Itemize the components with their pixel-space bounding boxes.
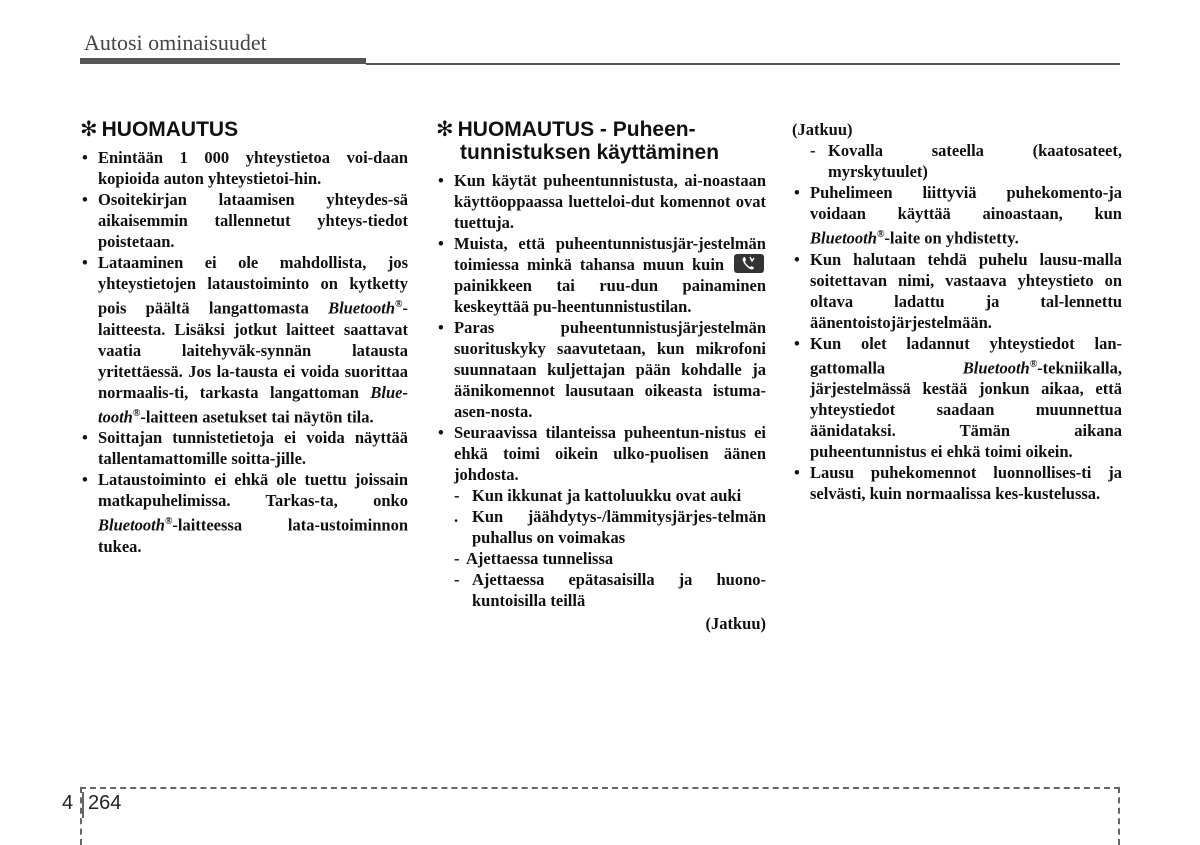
continued-label: (Jatkuu) [792, 120, 853, 139]
list-item: • Enintään 1 000 yhteystietoa voi-daan kopioida auton yhteystietoi-hin. [80, 147, 408, 189]
continued-label: (Jatkuu) [705, 614, 766, 633]
voice-button-icon [734, 254, 764, 273]
list-item: • Paras puheentunnistusjärjestelmän suorituskyky saavutetaan, kun mikrofoni suunnataan kuljettajan pään kohdalle ja äänikomennot lausutaan oikeasta istuma-asen-nosta. [436, 317, 766, 422]
column-notes [80, 118, 408, 557]
list-item: • Lausu puhekomennot luonnollises-ti ja selvästi, kuin normaalissa kes-kustelussa. [792, 462, 1122, 504]
bluetooth-brand: Bluetooth [328, 298, 396, 318]
header-rule [366, 63, 1120, 65]
heading-huomautus: ✻ HUOMAUTUS [80, 118, 239, 141]
footer-right-edge [1118, 787, 1120, 845]
sub-item: - Ajettaessa epätasaisilla ja huono-kuntoisilla teillä [454, 570, 766, 610]
list-item: • Kun olet ladannut yhteystiedot lan-gattomalla Bluetooth®-tekniikalla, järjestelmässä kestää jonkun aikaa, että yhteystiedot saadaan muunnettua äänidataksi. Tämän aikana puheentunnistus ei ehkä toimi oikein. [792, 333, 1122, 463]
bluetooth-brand: Blue-tooth [98, 382, 408, 426]
sub-item: - Ajettaessa tunnelissa [454, 549, 614, 568]
list-item: • Lataustoiminto ei ehkä ole tuettu joissain matkapuhelimissa. Tarkas-ta, onko Bluetooth®-laitteessa lata-ustoiminnon tukea. [80, 469, 408, 557]
sub-item: - Kun ikkunat ja kattoluukku ovat auki [454, 486, 742, 505]
list-item: • Muista, että puheentunnistusjär-jestelmän toimiessa minkä tahansa muun kuin painikkeen tai ruu-dun painaminen keskeyttää pu-heentunnistustilan. [436, 233, 766, 317]
page-number: 264 [88, 792, 122, 814]
asterisk-icon: ✻ [80, 118, 98, 141]
list-item: • Seuraavissa tilanteissa puheentun-nistus ei ehkä toimi oikein ulko-puolisen äänen johdosta. [436, 422, 766, 485]
bluetooth-brand: Bluetooth [962, 358, 1030, 377]
list-item: • Lataaminen ei ole mahdollista, jos yhteystietojen lataustoiminto on kytketty pois päältä langattomasta Bluetooth®-laitteesta. Lisäksi jotkut laitteet saattavat vaatia laitehyväk-synnän latausta yritettäessä. Jos la-tausta ei voida suorittaa normaalis-ti, tarkasta langattoman Blue-tooth®-laitteen asetukset tai näytön tila. [80, 252, 408, 427]
sub-item: . Kun jäähdytys-/lämmitysjärjes-telmän puhallus on voimakas [454, 507, 766, 547]
list-item: • Soittajan tunnistetietoja ei voida näyttää tallentamattomille soitta-jille. [80, 427, 408, 469]
heading-voice-recognition: ✻ HUOMAUTUS - Puheen- tunnistuksen käyttäminen [436, 118, 720, 164]
column-continued [792, 119, 1122, 504]
list-item: • Kun käytät puheentunnistusta, ai-noastaan käyttöoppaassa luetteloi-dut komennot ovat tuettuja. [436, 170, 766, 233]
header-bar [80, 58, 366, 64]
page-header-title: Autosi ominaisuudet [84, 30, 267, 55]
bullet-list [80, 147, 408, 557]
bullet-list [792, 182, 1122, 504]
bluetooth-brand: Bluetooth [98, 515, 165, 535]
list-item: • Kun halutaan tehdä puhelu lausu-malla soitettavan nimi, vastaava yhteystieto on oltava ladattu ja tal-lennettu äänentoistojärjestelmään. [792, 249, 1122, 333]
column-voice-recognition [436, 118, 766, 634]
bullet-list [436, 170, 766, 485]
bluetooth-brand: Bluetooth [810, 228, 877, 248]
list-item: • Osoitekirjan lataamisen yhteydes-sä aikaisemmin tallennetut yhteys-tiedot poistetaan. [80, 189, 408, 252]
asterisk-icon: ✻ [436, 118, 454, 141]
footer-rule [80, 787, 1120, 789]
footer-separator [82, 792, 84, 818]
sub-item: - Kovalla sateella (kaatosateet, myrskytuulet) [810, 141, 1122, 181]
list-item: • Puhelimeen liittyviä puhekomento-ja voidaan käyttää ainoastaan, kun Bluetooth®-laite on yhdistetty. [792, 182, 1122, 249]
chapter-number: 4 [62, 792, 74, 814]
